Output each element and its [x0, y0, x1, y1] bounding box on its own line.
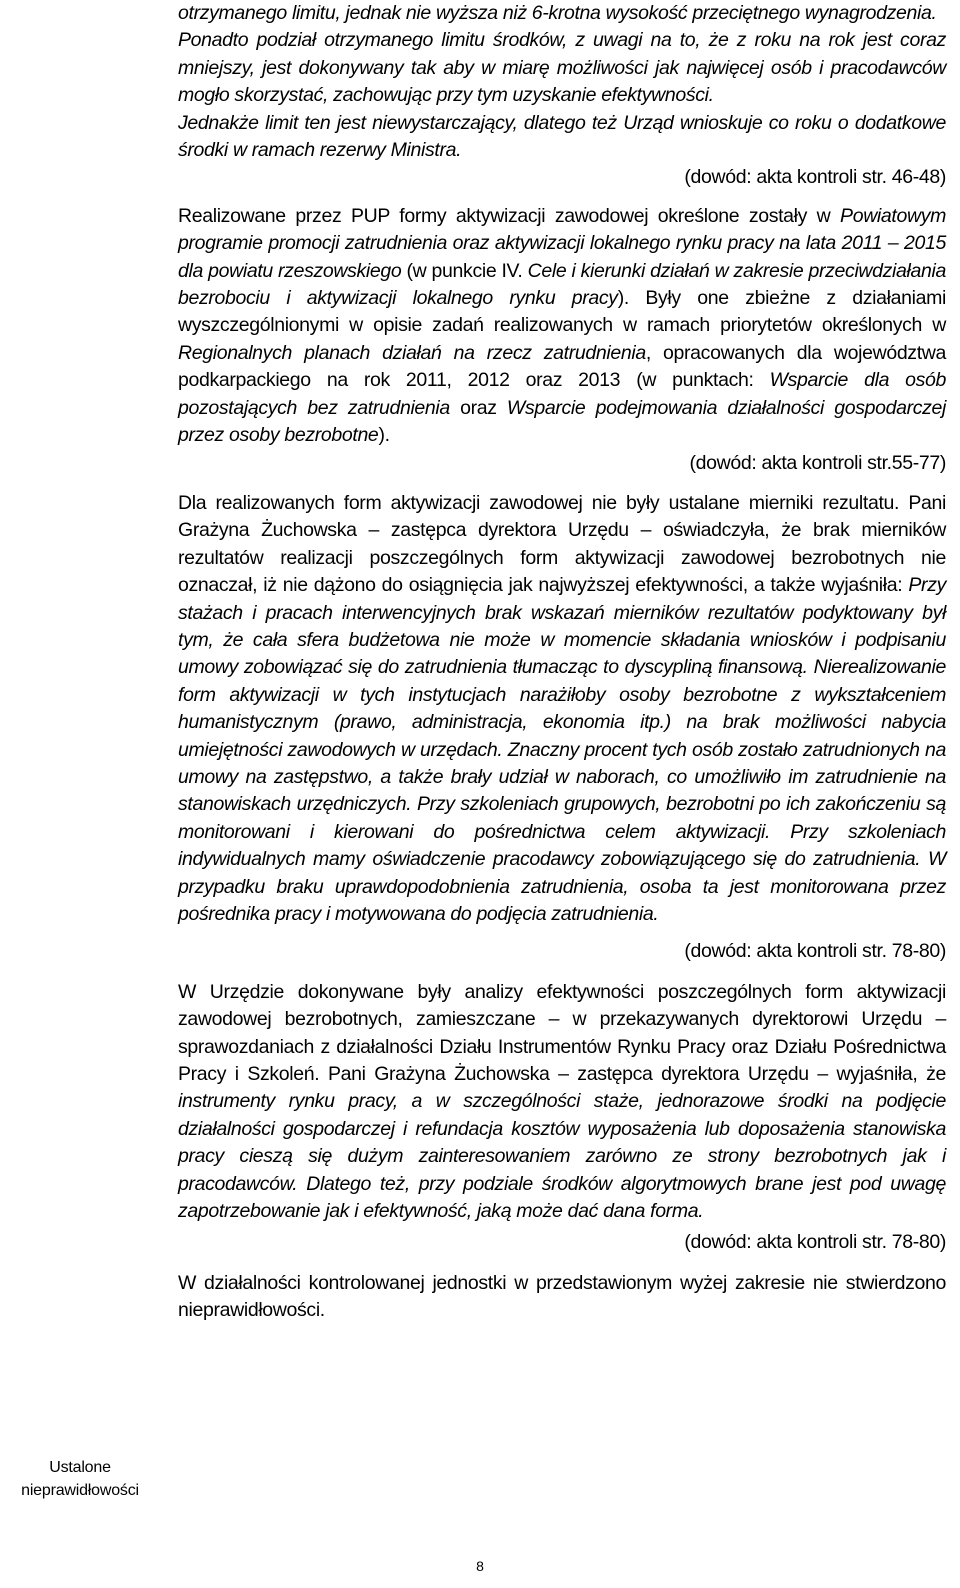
text-limit-end: otrzymanego limitu, jednak nie wyższa niż 6-krotna wysokość przeciętnego wynagrodzenia. — [178, 2, 937, 24]
side-label-line-2: nieprawidłowości — [21, 1482, 139, 1499]
side-label-line-1: Ustalone — [49, 1459, 111, 1476]
evidence-ref-2: (dowód: akta kontroli str.55-77) — [689, 451, 946, 474]
regional-plans-title: Regionalnych planach działań na rzecz zatrudnienia — [178, 341, 646, 364]
evidence-ref-4: (dowód: akta kontroli str. 78-80) — [684, 1231, 946, 1254]
deputy-director-quote-1: Przy stażach i pracach interwencyjnych brak wskazań mierników rezultatów podyktowany był tym, że cała sfera budżetowa nie może w momencie składania wniosków i podpisaniu umowy zobowiązać się do zatrudnienia tłumacząc to dyscypliną finansową. Nierealizowanie form aktywizacji w tych instytucjach narażiłoby osoby bezrobotne z wykształceniem humanistycznym (prawo, administracja, ekonomia itp.) na brak możliwości nabycia umiejętności zawodowych w urzędach. Znaczny procent tych osób zostało zatrudnionych na umowy na zastępstwo, a także brały udział w naborach, co umożliwiło im zatrudnienie na stanowiskach urzędniczych. Przy szkoleniach grupowych, bezrobotni po ich zakończeniu są monitorowani i kierowani do pośrednictwa celem aktywizacji. Przy szkoleniach indywidualnych mamy oświadczenie pracodawcy zobowiązującego się do zatrudnienia. W przypadku braku uprawdopodobnienia zatrudnienia, osoba ta jest monitorowana przez pośrednika pracy i motywowana do podjęcia zatrudnienia. — [178, 574, 946, 925]
support-business-title: Wsparcie podejmowania działalności gospodarczej przez osoby bezrobotne — [178, 396, 946, 447]
paragraph-limit — [178, 0, 946, 164]
page-number: 8 — [476, 1558, 484, 1574]
text-limit-distribution: Ponadto podział otrzymanego limitu środków, z uwagi na to, że z roku na rok jest coraz mniejszy, jest dokonywany tak aby w miarę możliwości jak najwięcej osób i pracodawców mogło skorzystać, zachowując przy tym uzyskanie efektywności. — [178, 29, 946, 107]
deputy-director-quote-2: instrumenty rynku pracy, a w szczególności staże, jednorazowe środki na podjęcie działalności gospodarczej i refundacja kosztów wyposażenia lub doposażenia stanowiska pracy cieszą się dużym zainteresowaniem zarówno ze strony bezrobotnych jak i pracodawców. Dlatego też, przy podziale środków algorytmowych brane jest pod uwagę zapotrzebowanie jak i efektywność, jaką może dać dana forma. — [178, 1090, 946, 1223]
evidence-ref-1: (dowód: akta kontroli str. 46-48) — [684, 166, 946, 189]
evidence-ref-3: (dowód: akta kontroli str. 78-80) — [684, 940, 946, 963]
paragraph-effectiveness-analysis: W Urzędzie dokonywane były analizy efektywności poszczególnych form aktywizacji zawodowej bezrobotnych, zamieszczane – w przekazywanych dyrektorowi Urzędu – sprawozdaniach z działalności Działu Instrumentów Rynku Pracy oraz Działu Pośrednictwa Pracy i Szkoleń. Pani Grażyna Żuchowska – zastępca dyrektora Urzędu – wyjaśniła, że instrumenty rynku pracy, a w szczególności staże, jednorazowe środki na podjęcie działalności gospodarczej i refundacja kosztów wyposażenia lub doposażenia stanowiska pracy cieszą się dużym zainteresowaniem zarówno ze strony bezrobotnych jak i pracodawców. Dlatego też, przy podziale środków algorytmowych brane jest pod uwagę zapotrzebowanie jak i efektywność, jaką może dać dana forma. — [178, 980, 946, 1223]
program-section-title: Cele i kierunki działań w zakresie przeciwdziałania bezrobociu i aktywizacji lokalnego rynku pracy — [178, 259, 946, 310]
main-text-column — [178, 0, 946, 1325]
paragraph-result-measures: Dla realizowanych form aktywizacji zawodowej nie były ustalane mierniki rezultatu. Pani Grażyna Żuchowska – zastępca dyrektora Urzędu – oświadczyła, że brak mierników rezultatów realizacji poszczególnych form aktywizacji zawodowej bezrobotnych nie oznaczał, iż nie dążono do osiągnięcia jak najwyższej efektywności, a także wyjaśniła: Przy stażach i pracach interwencyjnych brak wskazań mierników rezultatów podyktowany był tym, że cała sfera budżetowa nie może w momencie składania wniosków i podpisaniu umowy zobowiązać się do zatrudnienia tłumacząc to dyscypliną finansową. Nierealizowanie form aktywizacji w tych instytucjach narażiłoby osoby bezrobotne z wykształceniem humanistycznym (prawo, administracja, ekonomia itp.) na brak możliwości nabycia umiejętności zawodowych w urzędach. Znaczny procent tych osób zostało zatrudnionych na umowy na zastępstwo, a także brały udział w naborach, co umożliwiło im zatrudnienie na stanowiskach urzędniczych. Przy szkoleniach grupowych, bezrobotni po ich zakończeniu są monitorowani i kierowani do pośrednictwa celem aktywizacji. Przy szkoleniach indywidualnych mamy oświadczenie pracodawcy zobowiązującego się do zatrudnienia. W przypadku braku uprawdopodobnienia zatrudnienia, osoba ta jest monitorowana przez pośrednika pracy i motywowana do podjęcia zatrudnienia. — [178, 491, 946, 925]
paragraph-no-irregularities: W działalności kontrolowanej jednostki w przedstawionym wyżej zakresie nie stwierdzono nieprawidłowości. — [178, 1271, 946, 1322]
text-limit-insufficient: Jednakże limit ten jest niewystarczający, dlatego też Urząd wnioskuje co roku o dodatkowe środki w ramach rezerwy Ministra. — [178, 111, 946, 162]
support-unemployed-title: Wsparcie dla osób pozostających bez zatrudnienia — [178, 369, 946, 419]
side-label-irregularities — [0, 1456, 160, 1502]
program-title: Powiatowym programie promocji zatrudnienia oraz aktywizacji lokalnego rynku pracy na lata 2011 – 2015 dla powiatu rzeszowskiego — [178, 204, 946, 282]
paragraph-activation-forms: Realizowane przez PUP formy aktywizacji zawodowej określone zostały w Powiatowym programie promocji zatrudnienia oraz aktywizacji lokalnego rynku pracy na lata 2011 – 2015 dla powiatu rzeszowskiego (w punkcie IV. Cele i kierunki działań w zakresie przeciwdziałania bezrobociu i aktywizacji lokalnego rynku pracy). Były one zbieżne z działaniami wyszczególnionymi w opisie zadań realizowanych w ramach priorytetów określonych w Regionalnych planach działań na rzecz zatrudnienia, opracowanych dla województwa podkarpackiego na rok 2011, 2012 oraz 2013 (w punktach: Wsparcie dla osób pozostających bez zatrudnienia oraz Wsparcie podejmowania działalności gospodarczej przez osoby bezrobotne). — [178, 204, 947, 447]
